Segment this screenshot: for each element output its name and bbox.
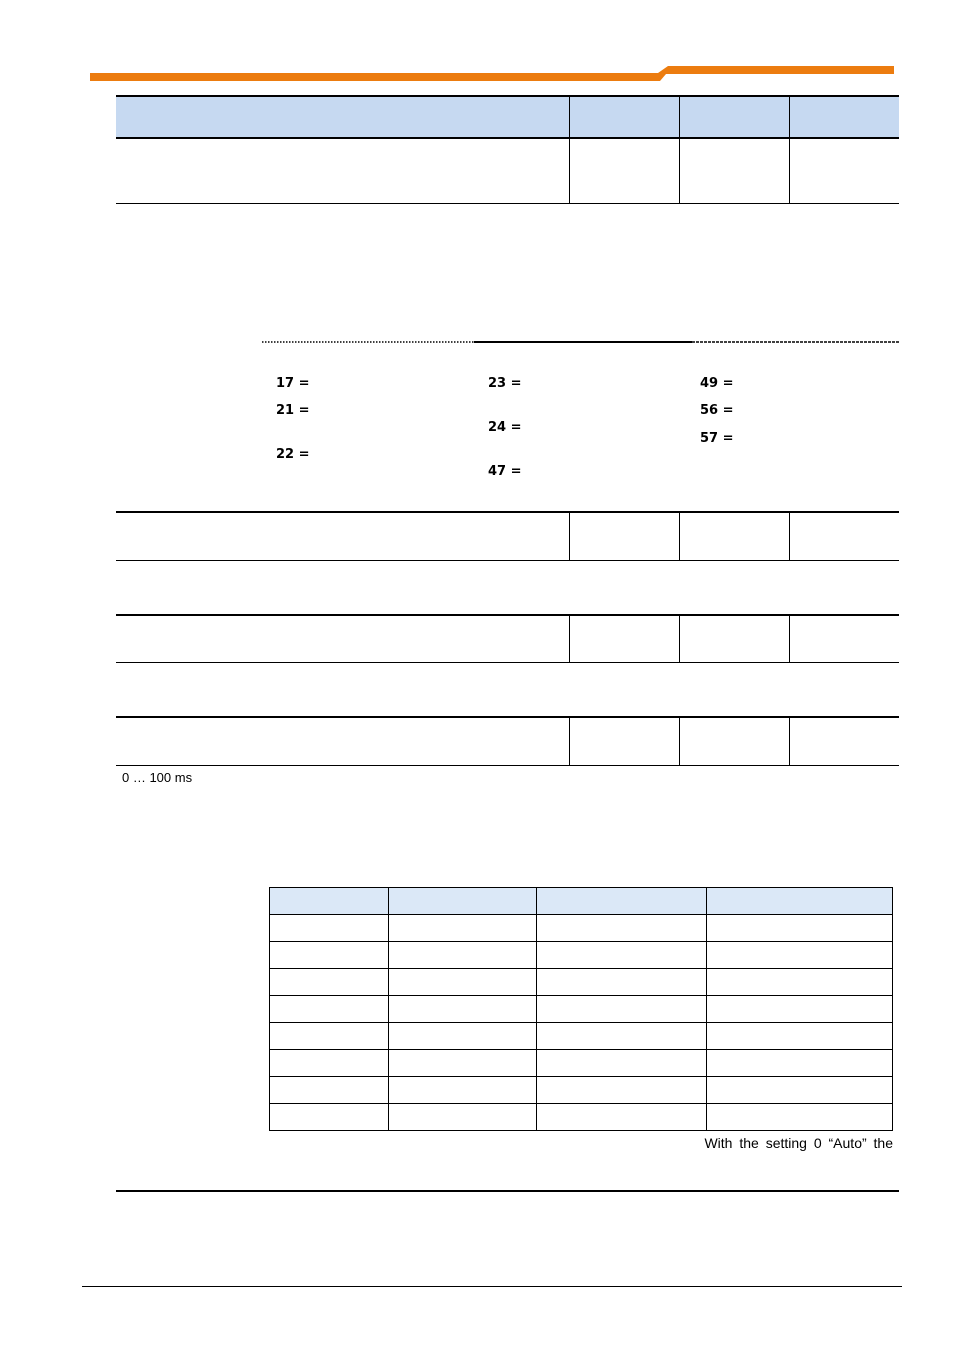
footer-rule xyxy=(82,1286,902,1287)
param-block-divider xyxy=(789,718,790,765)
section-end-rule xyxy=(116,1190,899,1192)
table-row xyxy=(270,1077,893,1104)
function-code: 57 = xyxy=(700,431,734,446)
param-block-divider xyxy=(679,513,680,560)
header-brand-bar xyxy=(0,0,954,90)
param-table-divider xyxy=(679,96,680,204)
param-block-top-rule xyxy=(116,511,899,513)
param-block-divider xyxy=(679,616,680,662)
table-row xyxy=(270,942,893,969)
section-separator xyxy=(262,338,902,346)
setting-range: 0 … 100 ms xyxy=(122,770,193,785)
function-code: 56 = xyxy=(700,403,734,418)
function-code: 21 = xyxy=(276,403,310,418)
function-code: 47 = xyxy=(488,464,522,479)
param-block-divider xyxy=(569,616,570,662)
param-block-divider xyxy=(569,718,570,765)
note-text: With the setting 0 “Auto” the xyxy=(704,1135,893,1151)
table-header-row xyxy=(270,888,893,915)
param-block-divider xyxy=(789,513,790,560)
param-block-bottom-rule xyxy=(116,765,899,766)
table-row xyxy=(270,996,893,1023)
param-table-header-rule xyxy=(116,137,899,139)
param-block-top-rule xyxy=(116,716,899,718)
param-table-bottom-rule xyxy=(116,203,899,204)
param-block-top-rule xyxy=(116,614,899,616)
param-table-divider xyxy=(789,96,790,204)
param-table-divider xyxy=(569,96,570,204)
table-row xyxy=(270,1023,893,1050)
function-code: 22 = xyxy=(276,447,310,462)
table-row xyxy=(270,969,893,996)
param-block-divider xyxy=(789,616,790,662)
param-block-bottom-rule xyxy=(116,662,899,663)
param-table-header xyxy=(116,96,899,138)
param-block-divider xyxy=(569,513,570,560)
function-code: 23 = xyxy=(488,376,522,391)
function-code: 49 = xyxy=(700,376,734,391)
function-code: 24 = xyxy=(488,420,522,435)
param-block-bottom-rule xyxy=(116,560,899,561)
table-row xyxy=(270,1050,893,1077)
param-block-divider xyxy=(679,718,680,765)
function-code: 17 = xyxy=(276,376,310,391)
param-table-top-rule xyxy=(116,95,899,97)
table-row xyxy=(270,1104,893,1131)
value-table xyxy=(269,887,893,1131)
table-row xyxy=(270,915,893,942)
